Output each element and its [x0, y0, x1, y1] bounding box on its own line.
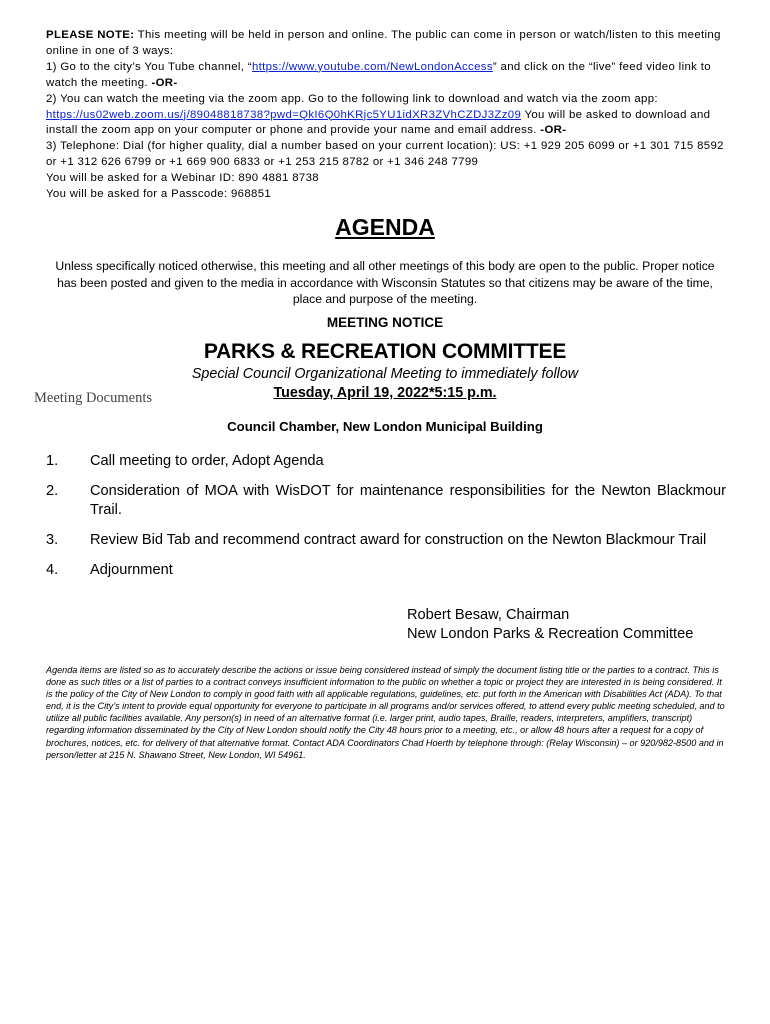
agenda-item-text: Review Bid Tab and recommend contract award for construction on the Newton Blackmour Trail: [90, 532, 707, 548]
committee-title: PARKS & RECREATION COMMITTEE: [203, 340, 567, 363]
meeting-access-notice: [46, 28, 728, 203]
zoom-option-text: 2) You can watch the meeting via the zoom app. Go to the following link to download and watch via the zoom app:: [46, 92, 658, 105]
meeting-notice-heading: MEETING NOTICE: [326, 315, 444, 330]
agenda-item: [46, 482, 726, 520]
agenda-item-text: Call meeting to order, Adopt Agenda: [90, 453, 324, 469]
youtube-option: [46, 60, 728, 92]
meeting-subtitle: Special Council Organizational Meeting to immediately follow: [191, 366, 579, 382]
notice-intro-text: This meeting will be held in person and online. The public can come in person or watch/listen to this meeting online in one of 3 ways:: [46, 29, 721, 57]
youtube-link[interactable]: https://www.youtube.com/NewLondonAccess: [251, 60, 493, 73]
meeting-documents-link[interactable]: Meeting Documents: [34, 390, 152, 406]
signer-title: New London Parks & Recreation Committee: [407, 626, 694, 642]
agenda-item: [46, 531, 726, 550]
agenda-item-number: 2.: [46, 483, 59, 499]
ada-footnote: Agenda items are listed so as to accurately describe the actions or issue being considered instead of simply the document listing title or the parties to a contract. This is done as such titles or a list of parties to a contract conveys insufficient information to the public on whether a topic or project they are interested in is being considered. It is the policy of the City of New London to comply in good faith with all applicable regulations, guidelines, etc. put forth in the American with Disabilities Act (ADA). To that end, it is the City’s intent to provide equal opportunity for everyone to participate in all programs and/or services offered, to attend every public meeting scheduled, and to utilize all public facilities available. Any person(s) in need of an alternative format (i.e. larger print, audio tapes, Braille, readers, interpreters, amplifiers, transcript) regarding information disseminated by the City of New London should notify the City 48 hours prior to a meeting, etc., or allow 48 hours after a request for a copy of brochures, notices, etc. for delivery of that alternative format. Contact ADA Coordinators Chad Hoerth by telephone through: (Relay Wisconsin) – or 920/982-8500 and in person/letter at 215 N. Shawano Street, New London, WI 54961.: [46, 665, 725, 760]
notice-label: PLEASE NOTE:: [46, 29, 135, 41]
agenda-item-number: 1.: [46, 453, 59, 469]
meeting-date-time: Tuesday, April 19, 2022*5:15 p.m.: [273, 385, 497, 401]
meeting-location: Council Chamber, New London Municipal Building: [227, 419, 543, 434]
agenda-item: [46, 561, 726, 580]
agenda-item: [46, 452, 726, 471]
signature-block: [407, 606, 693, 644]
phone-option: 3) Telephone: Dial (for higher quality, dial a number based on your current location): US: +1 929 205 6099 or +1 301 715 8592 or +1 312 626 6799 or +1 669 900 6833 or +1 253 215 8782 or +1 346 248 7799: [46, 140, 724, 169]
agenda-item-text: Consideration of MOA with WisDOT for maintenance responsibilities for the Newton Blackmour Trail.: [90, 483, 726, 518]
agenda-item-text: Adjournment: [90, 562, 173, 578]
or-separator-1: -OR-: [151, 76, 178, 89]
webinar-id: You will be asked for a Webinar ID: 890 4881 8738: [46, 172, 319, 185]
zoom-option: [46, 92, 728, 140]
agenda-title: AGENDA: [335, 214, 435, 240]
zoom-option-suffix: You will be asked to download and install the zoom app on your computer or phone and provide your name and email address.: [46, 108, 711, 137]
or-separator-2: -OR-: [540, 124, 567, 137]
passcode: You will be asked for a Passcode: 968851: [46, 188, 272, 201]
open-meeting-statement: Unless specifically noticed otherwise, this meeting and all other meetings of this body are open to the public. Proper notice has been posted and given to the media in accordance with Wisconsin Statutes so that citizens may be aware of the time, place and purpose of the meeting.: [55, 259, 715, 306]
agenda-item-number: 3.: [46, 532, 59, 548]
youtube-option-suffix: ” and click on the “live” feed video link to watch the meeting.: [46, 60, 711, 89]
zoom-link[interactable]: https://us02web.zoom.us/j/89048818738?pwd=QkI6Q0hKRjc5YU1idXR3ZVhCZDJ3Zz09: [46, 108, 522, 121]
youtube-option-text: 1) Go to the city’s You Tube channel, “: [46, 60, 252, 73]
agenda-item-number: 4.: [46, 562, 59, 578]
agenda-items: [46, 452, 726, 591]
signer-name: Robert Besaw, Chairman: [407, 607, 570, 623]
notice-intro: [46, 28, 728, 60]
